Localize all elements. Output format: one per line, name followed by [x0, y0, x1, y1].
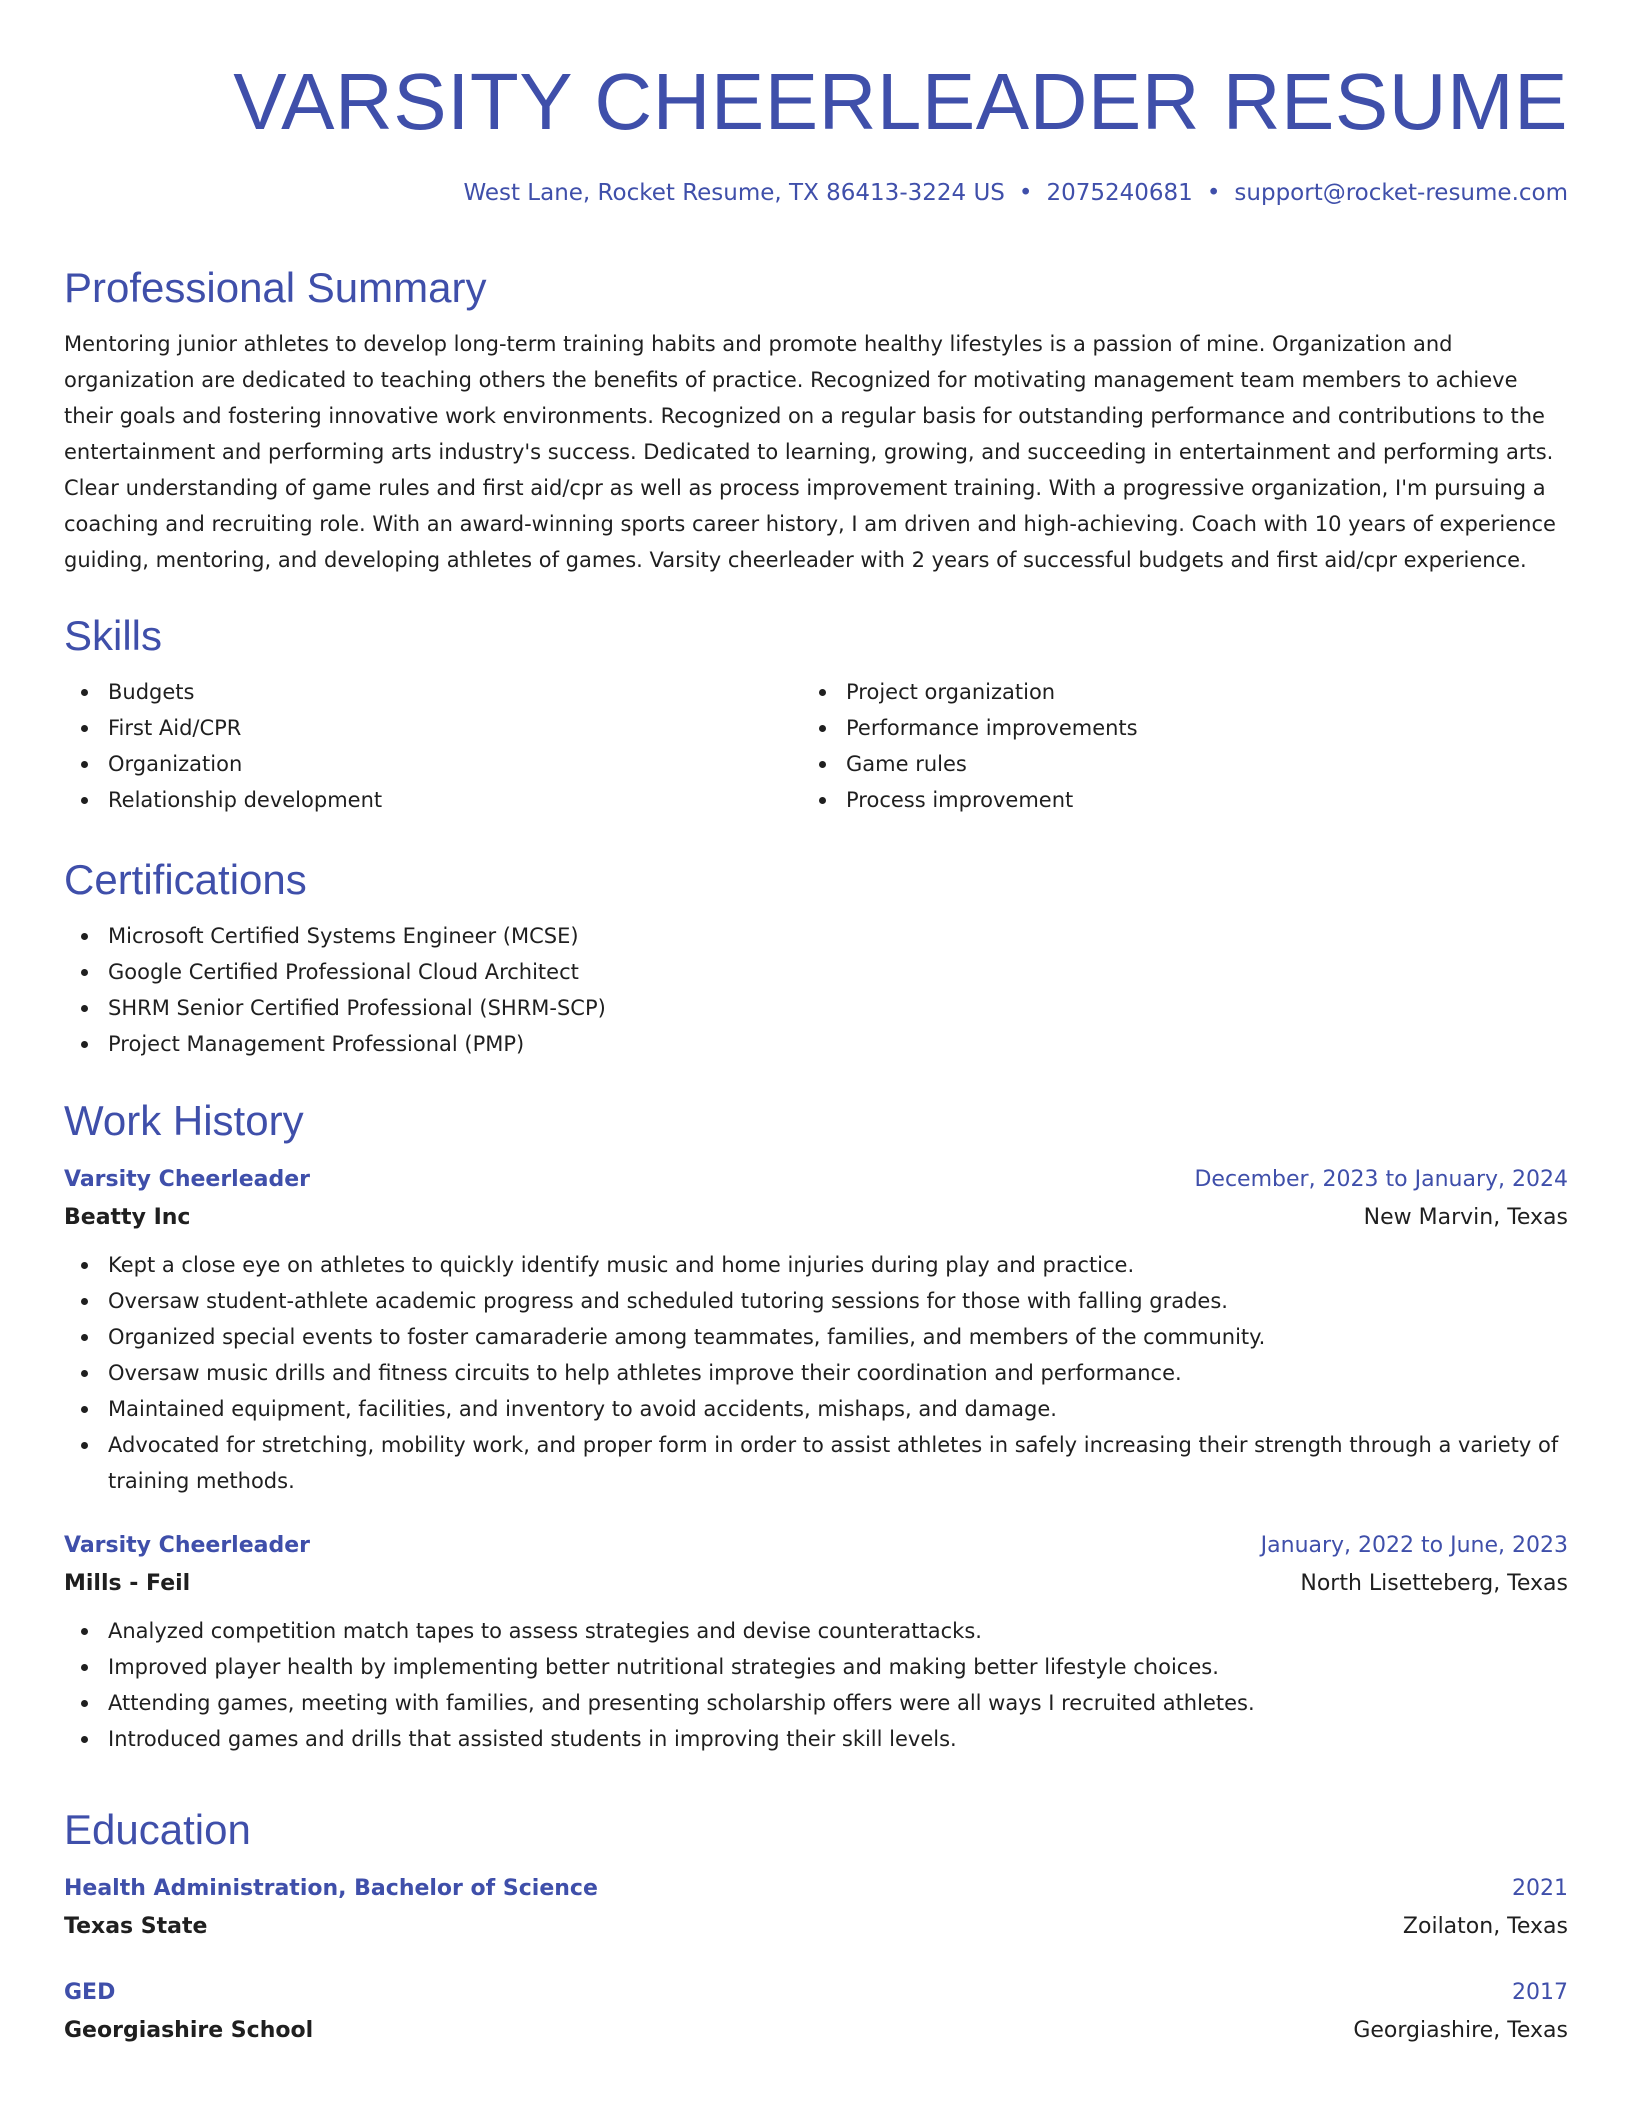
education-entry — [64, 1974, 1568, 2050]
section-work-history — [64, 1095, 1568, 1757]
contact-line — [64, 178, 1568, 208]
job-location: New Marvin, Texas — [1363, 1205, 1568, 1230]
list-item: Organized special events to foster camaraderie among teammates, families, and members of the community. — [64, 1319, 1568, 1355]
work-entry-header — [64, 1161, 1568, 1199]
list-item: Introduced games and drills that assisted students in improving their skill levels. — [64, 1721, 1568, 1757]
education-entry — [64, 1870, 1568, 1946]
list-item: Organization — [64, 746, 802, 782]
education-entry-header — [64, 1974, 1568, 2012]
list-item: Kept a close eye on athletes to quickly identify music and home injuries during play and practice. — [64, 1247, 1568, 1283]
section-heading: Certifications — [64, 856, 307, 903]
job-bullets — [64, 1247, 1568, 1499]
school-name: Texas State — [64, 1914, 208, 1939]
list-item: Oversaw music drills and fitness circuits to help athletes improve their coordination and performance. — [64, 1355, 1568, 1391]
degree-name: Health Administration, Bachelor of Science — [64, 1876, 598, 1901]
contact-separator: • — [1018, 180, 1033, 206]
resume-header — [64, 0, 1568, 208]
section-heading: Work History — [64, 1097, 304, 1144]
skills-column-right — [802, 674, 1540, 818]
list-item: Improved player health by implementing better nutritional strategies and making better lifestyle choices. — [64, 1649, 1568, 1685]
work-entry — [64, 1527, 1568, 1757]
school-location: Zoilaton, Texas — [1402, 1914, 1568, 1939]
company-name: Mills - Feil — [64, 1571, 191, 1596]
list-item: Maintained equipment, facilities, and inventory to avoid accidents, mishaps, and damage. — [64, 1391, 1568, 1427]
work-entry — [64, 1161, 1568, 1499]
work-entry-header — [64, 1527, 1568, 1565]
graduation-year: 2017 — [1512, 1980, 1568, 2005]
education-entry-header — [64, 1870, 1568, 1908]
list-item: Analyzed competition match tapes to assess strategies and devise counterattacks. — [64, 1613, 1568, 1649]
summary-paragraph: Mentoring junior athletes to develop long-term training habits and promote healthy lifestyles is a passion of mine. Organization and organization are dedicated to teaching others the benefits of practice. Recognized for motivating management team members to achieve their goals and fostering innovative work environments. Recognized on a regular basis for outstanding performance and contributions to the entertainment and performing arts industry's success. Dedicated to learning, growing, and succeeding in entertainment and performing arts. Clear understanding of game rules and first aid/cpr as well as process improvement training. With a progressive organization, I'm pursuing a coaching and recruiting role. With an award-winning sports career history, I am driven and high-achieving. Coach with 10 years of experience guiding, mentoring, and developing athletes of games. Varsity cheerleader with 2 years of successful budgets and first aid/cpr experience. — [64, 332, 1556, 572]
work-entry-subheader — [64, 1199, 1568, 1237]
section-skills — [64, 610, 1568, 818]
section-heading: Skills — [64, 612, 163, 659]
school-name: Georgiashire School — [64, 2018, 314, 2043]
resume-title: VARSITY CHEERLEADER RESUME — [233, 57, 1568, 146]
list-item: Performance improvements — [802, 710, 1540, 746]
list-item: SHRM Senior Certified Professional (SHRM-SCP) — [64, 990, 1568, 1026]
company-name: Beatty Inc — [64, 1205, 191, 1230]
degree-name: GED — [64, 1980, 116, 2005]
list-item: Project Management Professional (PMP) — [64, 1026, 1568, 1062]
certifications-list — [64, 918, 1568, 1062]
list-item: Relationship development — [64, 782, 802, 818]
list-item: Process improvement — [802, 782, 1540, 818]
job-title: Varsity Cheerleader — [64, 1167, 310, 1192]
section-heading: Education — [64, 1806, 251, 1853]
list-item: Attending games, meeting with families, and presenting scholarship offers were all ways I recruited athletes. — [64, 1685, 1568, 1721]
section-certifications — [64, 854, 1568, 1062]
job-dates: January, 2022 to June, 2023 — [1260, 1533, 1568, 1558]
job-dates: December, 2023 to January, 2024 — [1194, 1167, 1568, 1192]
graduation-year: 2021 — [1512, 1876, 1568, 1901]
contact-phone: 2075240681 — [1046, 180, 1193, 206]
list-item: Game rules — [802, 746, 1540, 782]
section-heading: Professional Summary — [64, 264, 487, 311]
skills-column-left — [64, 674, 802, 818]
list-item: Oversaw student-athlete academic progress and scheduled tutoring sessions for those with falling grades. — [64, 1283, 1568, 1319]
education-entry-subheader — [64, 1908, 1568, 1946]
list-item: Advocated for stretching, mobility work, and proper form in order to assist athletes in safely increasing their strength through a variety of training methods. — [64, 1427, 1568, 1499]
contact-email[interactable]: support@rocket-resume.com — [1234, 180, 1568, 206]
list-item: First Aid/CPR — [64, 710, 802, 746]
section-education — [64, 1804, 1568, 2050]
contact-separator: • — [1206, 180, 1221, 206]
job-title: Varsity Cheerleader — [64, 1533, 310, 1558]
skills-grid — [64, 674, 1568, 818]
section-professional-summary — [64, 262, 1568, 578]
list-item: Microsoft Certified Systems Engineer (MCSE) — [64, 918, 1568, 954]
list-item: Budgets — [64, 674, 802, 710]
job-bullets — [64, 1613, 1568, 1757]
job-location: North Lisetteberg, Texas — [1300, 1571, 1568, 1596]
list-item: Google Certified Professional Cloud Architect — [64, 954, 1568, 990]
school-location: Georgiashire, Texas — [1353, 2018, 1568, 2043]
education-entry-subheader — [64, 2012, 1568, 2050]
work-entry-subheader — [64, 1565, 1568, 1603]
contact-address: West Lane, Rocket Resume, TX 86413-3224 US — [463, 180, 1005, 206]
list-item: Project organization — [802, 674, 1540, 710]
